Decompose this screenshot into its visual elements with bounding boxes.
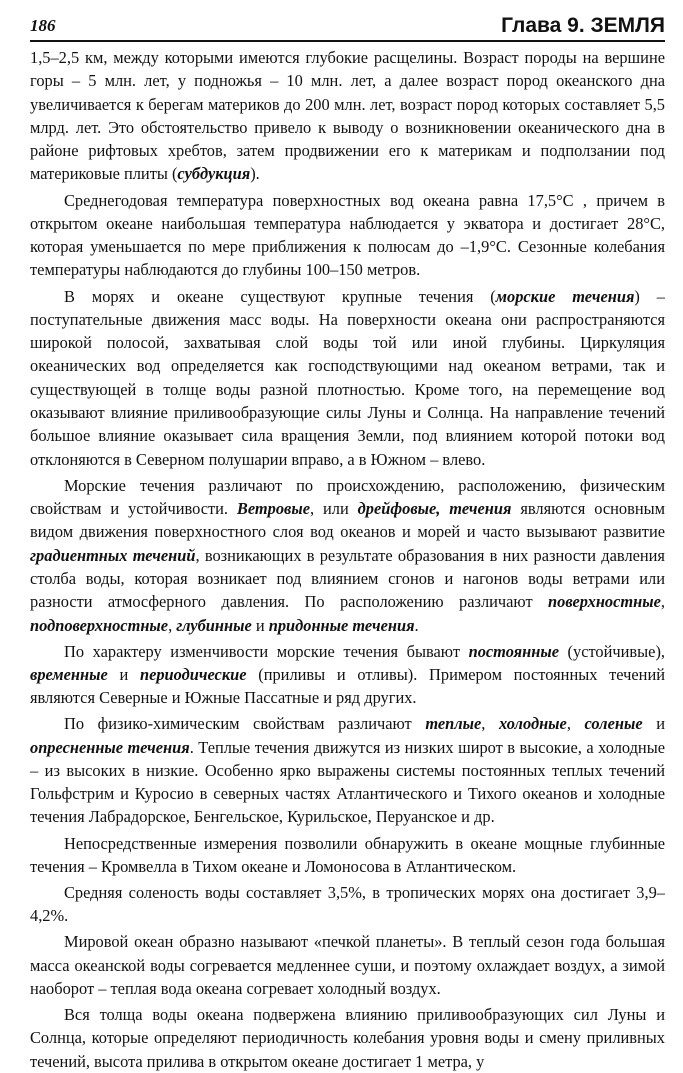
text-run: Мировой океан образно называют «печкой планеты». В теплый сезон года большая масса океанской воды согревается медленнее суши, и поэтому охлаждает воздух, а зимой наоборот – теплая вода океана согревает холодный воздух. [30, 932, 665, 998]
page-header [30, 10, 665, 42]
term-emphasis: опресненные течения [30, 737, 190, 757]
term-emphasis: дрейфовые, течения [357, 499, 512, 519]
paragraph [30, 474, 665, 637]
text-run: ) – поступательные движения масс воды. На поверхности океана они распространяются широкой полосой, захватывая слой воды той или иной глубины. Циркуляция океанических вод определяется как господствующими над океаном ветрами, так и существующей в толще воды разной плотностью. Кроме того, на перемещение вод оказывают влияние приливообразующие силы Луны и Солнца. На направление течений большое влияние оказывает сила вращения Земли, под влиянием которой потоки вод отклоняются в Северном полушарии вправо, а в Южном – влево. [30, 286, 665, 469]
term-emphasis: периодические [139, 664, 247, 684]
term-emphasis: холодные [498, 714, 567, 734]
text-run: По физико-химическим свойствам различают [64, 714, 426, 734]
term-emphasis: поверхностные [548, 592, 661, 612]
paragraph [30, 640, 665, 710]
text-run: Средняя соленость воды составляет 3,5%, в тропических морях она достигает 3,9–4,2%. [30, 882, 665, 926]
paragraph [30, 832, 665, 879]
paragraph [30, 46, 665, 186]
paragraph [30, 189, 665, 282]
term-emphasis: придонные течения [268, 615, 415, 635]
paragraph [30, 930, 665, 1000]
text-run: являются основным видом движения поверхностного слоя вод океанов и морей и часто вызывают развитие [30, 499, 665, 542]
text-run: , возникающих в результате образования в них разности давления столба воды, которая возникает под влиянием сгонов и нагонов воды ветрами или разности атмосферного давления. По расположению различают [30, 545, 665, 612]
paragraph [30, 285, 665, 471]
text-run: , [566, 714, 585, 734]
text-run: , [660, 592, 665, 612]
page-number: 186 [30, 16, 56, 35]
text-run: По характеру изменчивости морские течения бывают [64, 641, 469, 661]
paragraph [30, 712, 665, 828]
term-emphasis: теплые [425, 714, 482, 734]
term-emphasis: субдукция [177, 164, 251, 184]
text-run: 1,5–2,5 км, между которыми имеются глубокие расщелины. Возраст породы на вершине горы – 5 млн. лет, у подножья – 10 млн. лет, а далее возраст пород океанского дна увеличивается к берегам материков до 200 млн. лет, возраст пород которых составляет 5,5 млрд. лет. Это обстоятельство привело к выводу о возникновении океанического дна в районе рифтовых хребтов, затем продвижении его к материкам и подползании под материковые плиты ( [30, 48, 665, 184]
term-emphasis: морские течения [495, 286, 635, 306]
text-run: , [168, 615, 177, 635]
term-emphasis: постоянные [468, 641, 559, 661]
text-run: , [481, 714, 499, 734]
text-run: (приливы и отливы). Примером постоянных течений являются Северные и Южные Пассатные и ряд других. [30, 664, 665, 708]
term-emphasis: подповерхностные [30, 615, 169, 635]
chapter-title: Глава 9. ЗЕМЛЯ [501, 14, 665, 37]
text-run: В морях и океане существуют крупные течения ( [64, 286, 496, 306]
page-body [30, 46, 665, 1073]
term-emphasis: соленые [584, 714, 643, 734]
text-run: Непосредственные измерения позволили обнаружить в океане мощные глубинные течения – Кромвелла в Тихом океане и Ломоносова в Атлантическом. [30, 833, 665, 876]
text-run: Морские течения различают по происхождению, расположению, физическим свойствам и устойчивости. [30, 475, 665, 519]
text-run: и [642, 714, 665, 734]
text-run: Среднегодовая температура поверхностных вод океана равна 17,5°С , причем в открытом океане наибольшая температура наблюдается у экватора и достигает 28°С, которая уменьшается по мере приближения к полюсам до –1,9°С. Сезонные колебания температуры наблюдаются до глубины 100–150 метров. [30, 190, 665, 280]
term-emphasis: градиентных течений [30, 545, 196, 565]
text-run: и [251, 615, 269, 635]
text-run: Вся толща воды океана подвержена влиянию приливообразующих сил Луны и Солнца, которые определяют периодичность колебания уровня воды и смену приливных течений, высота прилива в открытом океане достигает 1 метра, у [30, 1005, 665, 1071]
term-emphasis: временные [30, 664, 108, 684]
paragraph [30, 1003, 665, 1073]
text-run: и [107, 664, 140, 684]
text-run: ). [250, 164, 260, 184]
text-run: . [414, 615, 419, 635]
text-run: (устойчивые), [558, 641, 665, 661]
term-emphasis: Ветровые [236, 499, 311, 519]
text-run: , или [310, 499, 358, 519]
text-run: . Теплые течения движутся из низких широт в высокие, а холодные – из высоких в низкие. Особенно ярко выражены системы постоянных теплых течений Гольфстрим и Куросио в северных частях Атлантического и Тихого океанов и холодные течения Лабрадорское, Бенгельское, Курильское, Перуанское и др. [30, 737, 665, 827]
paragraph [30, 881, 665, 928]
term-emphasis: глубинные [176, 615, 252, 635]
